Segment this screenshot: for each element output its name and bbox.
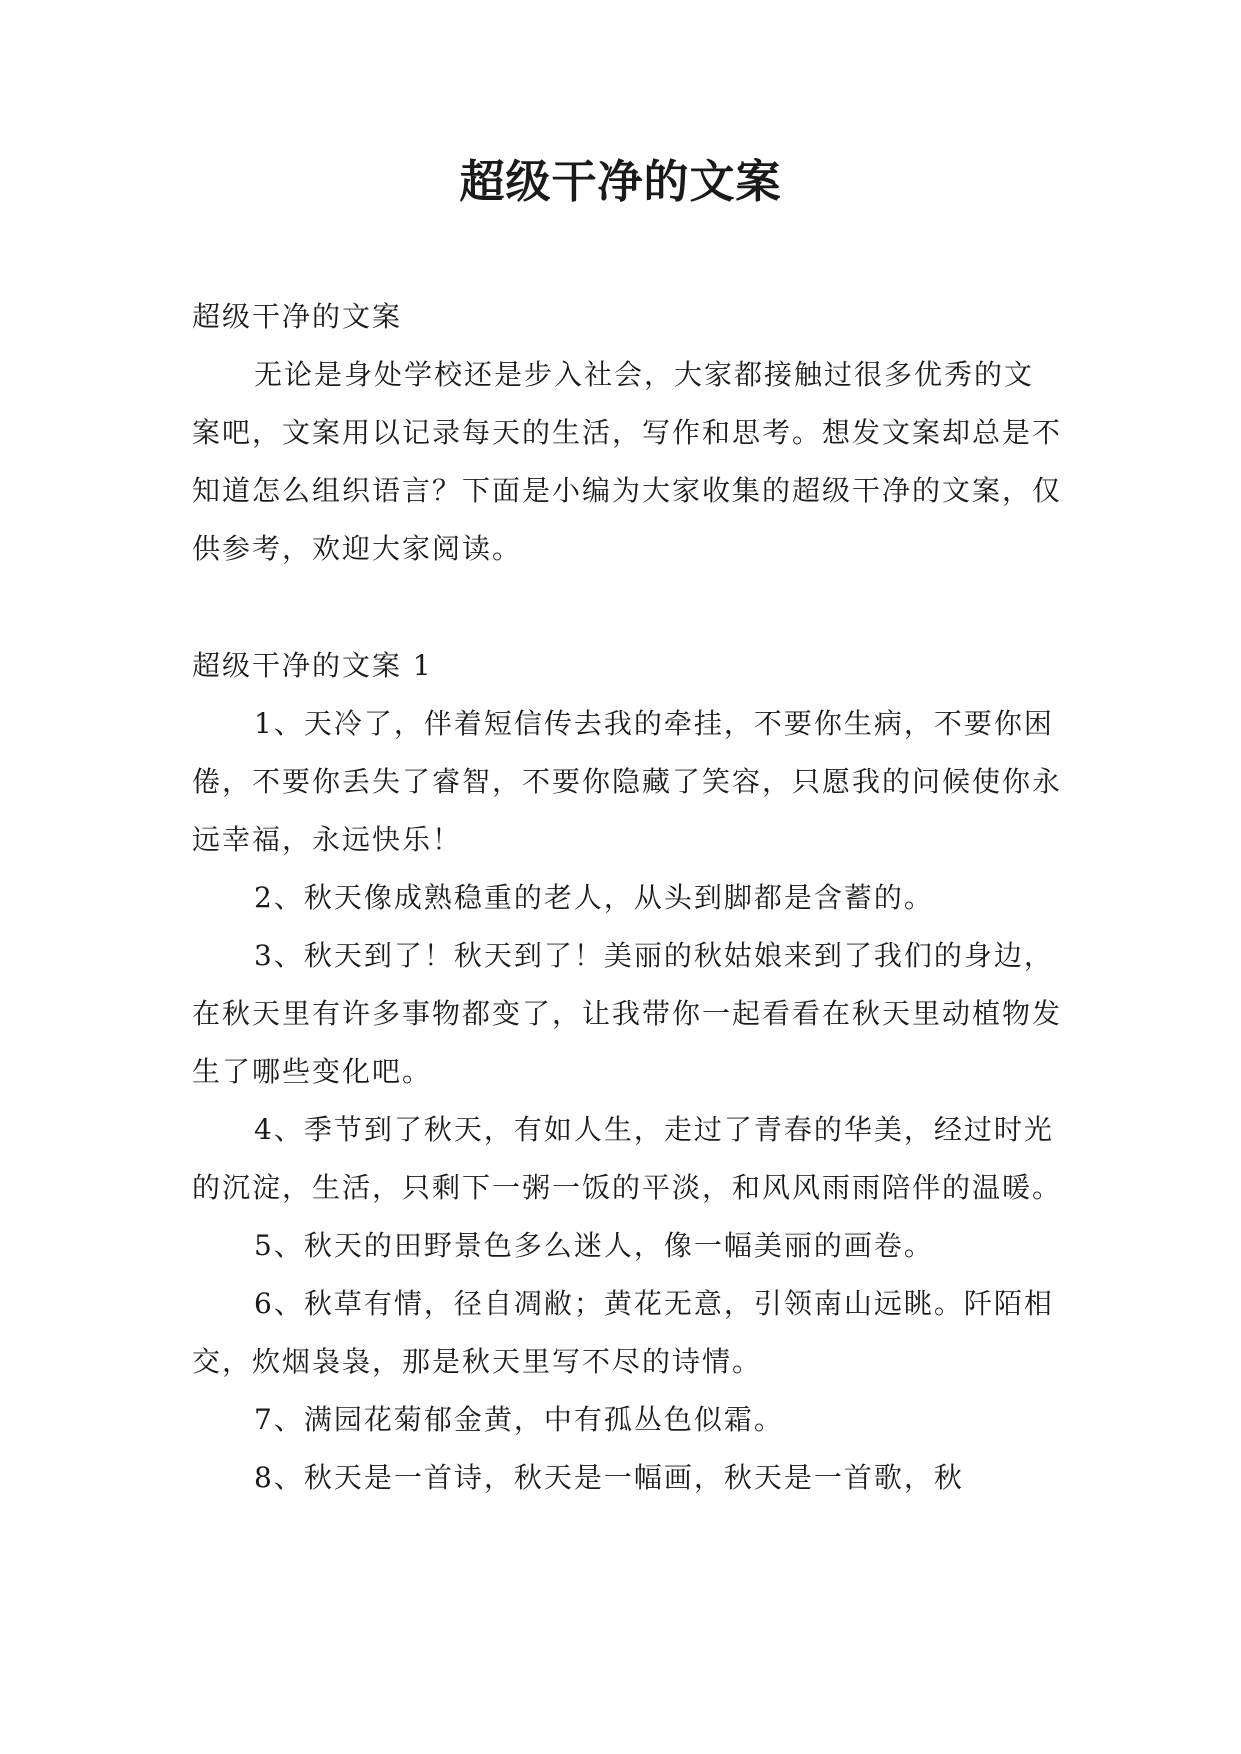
- list-item-8: 8、秋天是一首诗，秋天是一幅画，秋天是一首歌，秋: [254, 1461, 964, 1494]
- intro-heading: 超级干净的文案: [192, 300, 403, 333]
- list-item-4: 4、季节到了秋天，有如人生，走过了青春的华美，经过时光的沉淀，生活，只剩下一粥一饭的平淡，和风风雨雨陪伴的温暖。: [192, 1113, 1063, 1204]
- section-block: [192, 637, 1062, 1507]
- list-item-6: 6、秋草有情，径自凋敝；黄花无意，引领南山远眺。阡陌相交，炊烟袅袅，那是秋天里写不尽的诗情。: [192, 1287, 1054, 1378]
- intro-block: [192, 288, 1062, 578]
- list-item-3: 3、秋天到了！秋天到了！美丽的秋姑娘来到了我们的身边，在秋天里有许多事物都变了，让我带你一起看看在秋天里动植物发生了哪些变化吧。: [192, 939, 1063, 1088]
- list-item-1: 1、天冷了，伴着短信传去我的牵挂，不要你生病，不要你困倦，不要你丢失了睿智，不要你隐藏了笑容，只愿我的问候使你永远幸福，永远快乐！: [192, 707, 1063, 856]
- section-heading: 超级干净的文案 1: [192, 649, 433, 682]
- list-item-7: 7、满园花菊郁金黄，中有孤丛色似霜。: [254, 1403, 784, 1436]
- document-title: 超级干净的文案: [459, 155, 782, 208]
- intro-paragraph: 无论是身处学校还是步入社会，大家都接触过很多优秀的文案吧，文案用以记录每天的生活，写作和思考。想发文案却总是不知道怎么组织语言？下面是小编为大家收集的超级干净的文案，仅供参考，欢迎大家阅读。: [192, 358, 1063, 565]
- list-item-2: 2、秋天像成熟稳重的老人，从头到脚都是含蓄的。: [254, 881, 934, 914]
- list-item-5: 5、秋天的田野景色多么迷人，像一幅美丽的画卷。: [254, 1229, 934, 1262]
